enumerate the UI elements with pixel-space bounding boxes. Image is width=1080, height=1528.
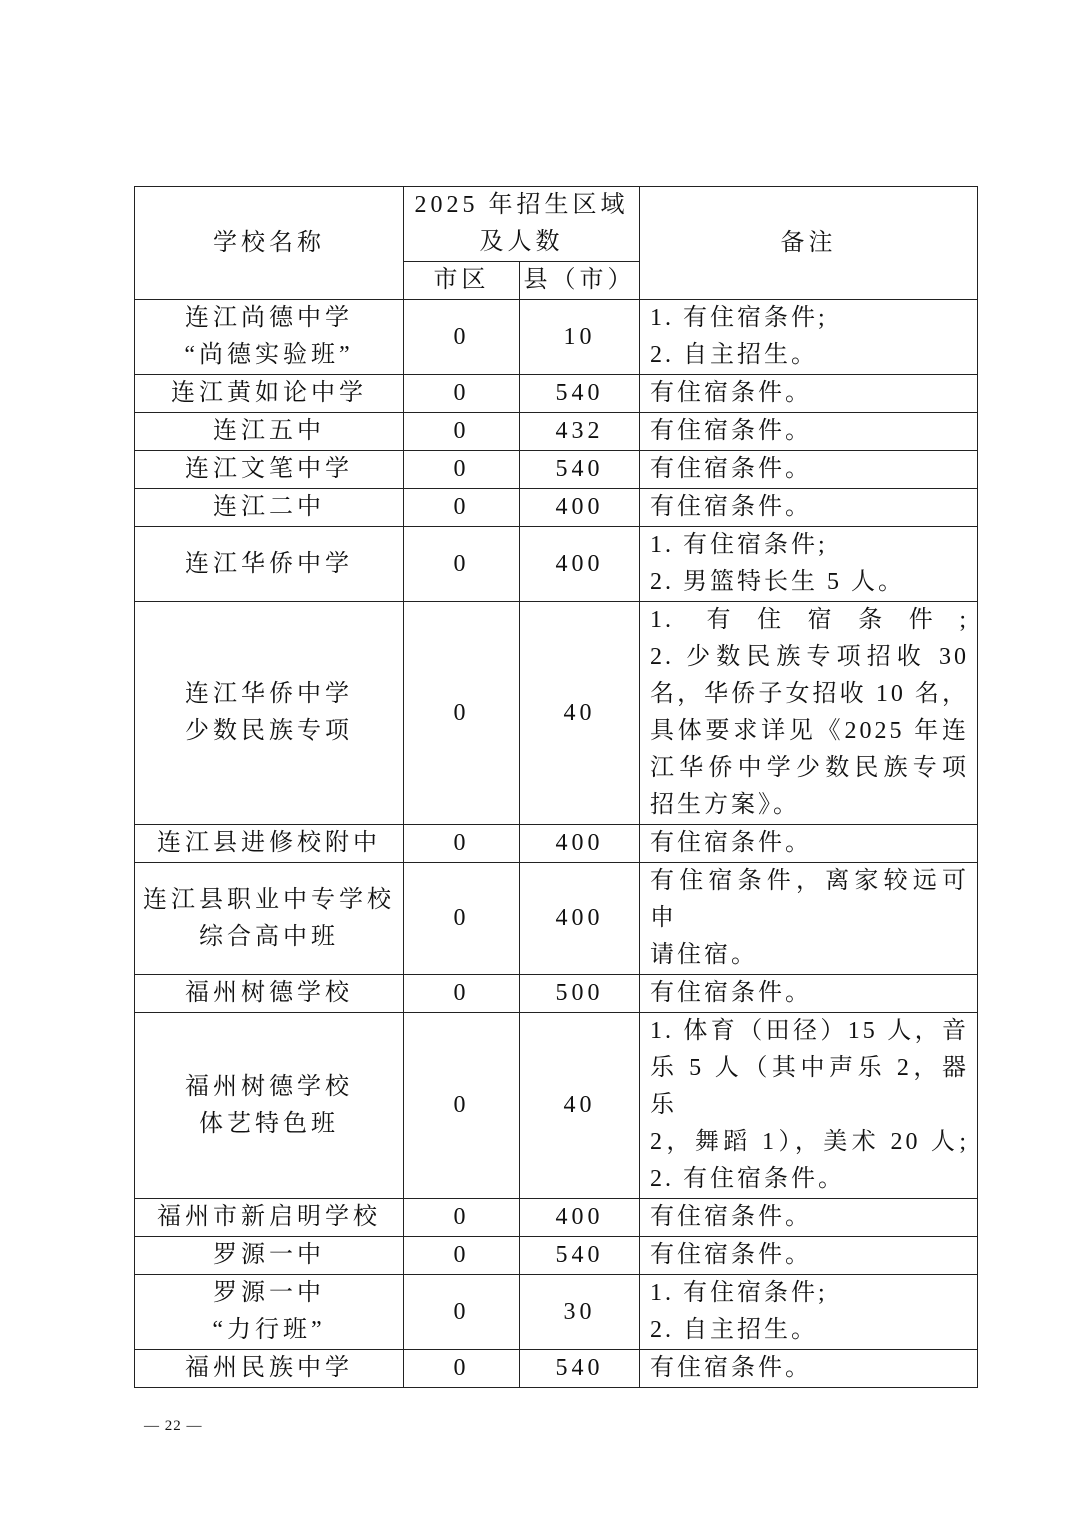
table-row	[135, 375, 978, 413]
remark: 1. 有住宿条件; 2. 男篮特长生 5 人。	[640, 527, 978, 602]
school-name: 连江黄如论中学	[135, 375, 404, 413]
table-row	[135, 1350, 978, 1388]
school-name: 福州市新启明学校	[135, 1199, 404, 1237]
remark: 1. 有住宿条件; 2. 自主招生。	[640, 300, 978, 375]
table-row	[135, 825, 978, 863]
school-name: 连江县进修校附中	[135, 825, 404, 863]
table-row	[135, 413, 978, 451]
remark: 有住宿条件。	[640, 825, 978, 863]
remark: 1. 有住宿条件; 2. 自主招生。	[640, 1275, 978, 1350]
enrollment-table	[134, 186, 978, 1388]
table-row	[135, 451, 978, 489]
school-name: 连江文笔中学	[135, 451, 404, 489]
county-count: 540	[520, 451, 640, 489]
header-county: 县（市）	[520, 262, 640, 300]
school-name: 连江县职业中专学校 综合高中班	[135, 863, 404, 975]
remark: 有住宿条件。	[640, 1199, 978, 1237]
table-row	[135, 1013, 978, 1199]
remark: 有住宿条件。	[640, 451, 978, 489]
remark: 有住宿条件。	[640, 489, 978, 527]
city-count: 0	[404, 527, 520, 602]
city-count: 0	[404, 825, 520, 863]
city-count: 0	[404, 863, 520, 975]
school-name: 连江二中	[135, 489, 404, 527]
city-count: 0	[404, 1237, 520, 1275]
county-count: 10	[520, 300, 640, 375]
school-name: 连江五中	[135, 413, 404, 451]
remark: 有住宿条件。	[640, 975, 978, 1013]
county-count: 400	[520, 489, 640, 527]
city-count: 0	[404, 375, 520, 413]
city-count: 0	[404, 1350, 520, 1388]
city-count: 0	[404, 300, 520, 375]
table-row	[135, 1237, 978, 1275]
school-name: 罗源一中	[135, 1237, 404, 1275]
county-count: 400	[520, 825, 640, 863]
remark: 1. 有住宿条件; 2. 少数民族专项招收 30 名，华侨子女招收 10 名， 具体要求详见《2025 年连 江华侨中学少数民族专项 招生方案》。	[640, 602, 978, 825]
table-row	[135, 975, 978, 1013]
school-name: 连江华侨中学	[135, 527, 404, 602]
county-count: 400	[520, 1199, 640, 1237]
city-count: 0	[404, 1199, 520, 1237]
table-row	[135, 863, 978, 975]
header-city: 市区	[404, 262, 520, 300]
table-row	[135, 300, 978, 375]
remark: 有住宿条件。	[640, 375, 978, 413]
county-count: 30	[520, 1275, 640, 1350]
county-count: 540	[520, 1237, 640, 1275]
remark: 有住宿条件，离家较远可申 请住宿。	[640, 863, 978, 975]
table-row	[135, 527, 978, 602]
remark: 有住宿条件。	[640, 413, 978, 451]
header-region: 2025 年招生区域 及人数	[404, 187, 640, 262]
remark: 有住宿条件。	[640, 1237, 978, 1275]
table-row	[135, 1199, 978, 1237]
county-count: 540	[520, 1350, 640, 1388]
school-name: 福州民族中学	[135, 1350, 404, 1388]
remark: 1. 体育（田径）15 人，音 乐 5 人（其中声乐 2，器乐 2，舞蹈 1），美术 20 人; 2. 有住宿条件。	[640, 1013, 978, 1199]
city-count: 0	[404, 1013, 520, 1199]
county-count: 432	[520, 413, 640, 451]
county-count: 540	[520, 375, 640, 413]
table-row	[135, 1275, 978, 1350]
school-name: 福州树德学校 体艺特色班	[135, 1013, 404, 1199]
city-count: 0	[404, 975, 520, 1013]
school-name: 福州树德学校	[135, 975, 404, 1013]
county-count: 400	[520, 527, 640, 602]
county-count: 40	[520, 602, 640, 825]
city-count: 0	[404, 602, 520, 825]
school-name: 罗源一中 “力行班”	[135, 1275, 404, 1350]
page-number: — 22 —	[144, 1418, 203, 1434]
remark: 有住宿条件。	[640, 1350, 978, 1388]
county-count: 400	[520, 863, 640, 975]
city-count: 0	[404, 451, 520, 489]
county-count: 40	[520, 1013, 640, 1199]
table-row	[135, 602, 978, 825]
county-count: 500	[520, 975, 640, 1013]
city-count: 0	[404, 413, 520, 451]
header-school: 学校名称	[135, 187, 404, 300]
city-count: 0	[404, 489, 520, 527]
city-count: 0	[404, 1275, 520, 1350]
school-name: 连江尚德中学 “尚德实验班”	[135, 300, 404, 375]
table-row	[135, 489, 978, 527]
school-name: 连江华侨中学 少数民族专项	[135, 602, 404, 825]
header-remark: 备注	[640, 187, 978, 300]
